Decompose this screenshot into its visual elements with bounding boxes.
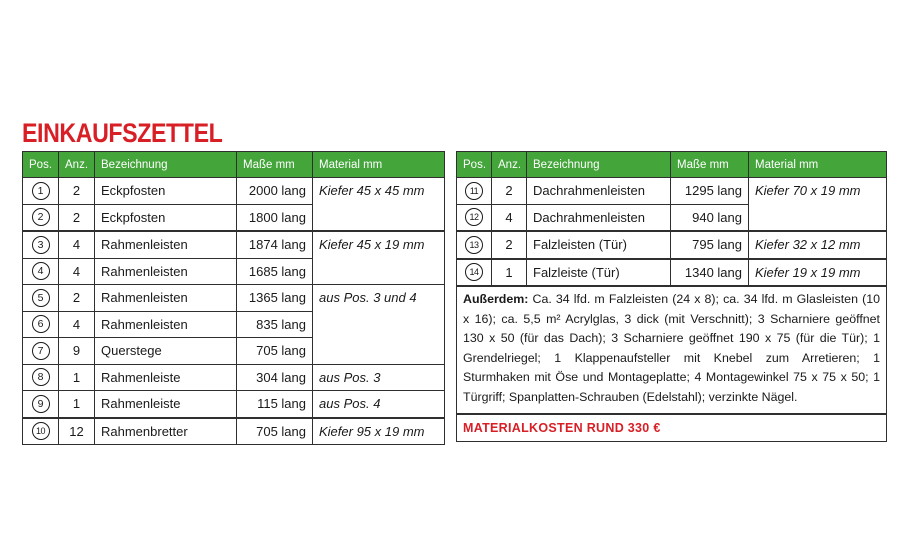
pos-number-badge: 2 bbox=[32, 208, 50, 226]
anz-cell: 9 bbox=[59, 338, 95, 365]
masse-cell: 1365 lang bbox=[237, 285, 313, 312]
table-header-row bbox=[23, 152, 445, 178]
anz-cell: 1 bbox=[59, 364, 95, 391]
material-cell: Kiefer 32 x 12 mm bbox=[749, 231, 887, 259]
bezeichnung-cell: Rahmenleisten bbox=[95, 231, 237, 258]
pos-number-badge: 13 bbox=[465, 236, 483, 254]
pos-cell bbox=[23, 338, 59, 365]
masse-cell: 115 lang bbox=[237, 391, 313, 418]
material-cell: aus Pos. 3 bbox=[313, 364, 445, 391]
pos-cell bbox=[23, 178, 59, 205]
pos-number-badge: 4 bbox=[32, 262, 50, 280]
bezeichnung-cell: Rahmenleiste bbox=[95, 391, 237, 418]
masse-cell: 1340 lang bbox=[671, 259, 749, 287]
anz-cell: 1 bbox=[59, 391, 95, 418]
pos-cell bbox=[457, 178, 492, 205]
header-pos: Pos. bbox=[457, 152, 492, 178]
page-title: EINKAUFSZETTEL bbox=[22, 118, 223, 148]
pos-number-badge: 3 bbox=[32, 236, 50, 254]
bezeichnung-cell: Rahmenleisten bbox=[95, 285, 237, 312]
table-row bbox=[23, 418, 445, 445]
anz-cell: 2 bbox=[59, 178, 95, 205]
material-cell: Kiefer 45 x 19 mm bbox=[313, 231, 445, 285]
pos-number-badge: 1 bbox=[32, 182, 50, 200]
pos-number-badge: 14 bbox=[465, 263, 483, 281]
pos-cell bbox=[23, 391, 59, 418]
pos-cell bbox=[23, 364, 59, 391]
note-label: Außerdem: bbox=[463, 292, 529, 306]
masse-cell: 705 lang bbox=[237, 338, 313, 365]
material-cell: Kiefer 45 x 45 mm bbox=[313, 178, 445, 232]
pos-number-badge: 6 bbox=[32, 315, 50, 333]
table-row bbox=[23, 391, 445, 418]
shopping-list-table-right bbox=[456, 151, 887, 442]
masse-cell: 1800 lang bbox=[237, 204, 313, 231]
header-bezeichnung: Bezeichnung bbox=[95, 152, 237, 178]
bezeichnung-cell: Rahmenbretter bbox=[95, 418, 237, 445]
material-cell: Kiefer 19 x 19 mm bbox=[749, 259, 887, 287]
material-cell: aus Pos. 4 bbox=[313, 391, 445, 418]
masse-cell: 705 lang bbox=[237, 418, 313, 445]
table-row bbox=[457, 259, 887, 287]
table-row bbox=[457, 414, 887, 442]
table-row bbox=[457, 231, 887, 259]
masse-cell: 1295 lang bbox=[671, 178, 749, 205]
masse-cell: 2000 lang bbox=[237, 178, 313, 205]
note-text: Ca. 34 lfd. m Falzleisten (24 x 8); ca. 34 lfd. m Glasleisten (10 x 16); ca. 5,5 m² Acrylglas, 3 dick (mit Verschnitt); 3 Scharniere geöffnet 130 x 50 (für das Dach); 3 Scharniere geöffnet 190 x 75 (für die Tür); 1 Grendelriegel; 1 Klappenaufsteller mit Knebel zum Arretieren; 1 Sturmhaken mit Öse und Montageplatte; 4 Montagewinkel 75 x 75 x 50; 1 Türgriff; Spanplatten-Schrauben (Edelstahl); verzinkte Nägel. bbox=[463, 292, 880, 404]
header-anz: Anz. bbox=[59, 152, 95, 178]
pos-number-badge: 8 bbox=[32, 368, 50, 386]
pos-number-badge: 11 bbox=[465, 182, 483, 200]
material-cell: Kiefer 70 x 19 mm bbox=[749, 178, 887, 232]
pos-number-badge: 5 bbox=[32, 289, 50, 307]
pos-cell bbox=[23, 285, 59, 312]
anz-cell: 12 bbox=[59, 418, 95, 445]
masse-cell: 1874 lang bbox=[237, 231, 313, 258]
header-anz: Anz. bbox=[492, 152, 527, 178]
header-masse: Maße mm bbox=[671, 152, 749, 178]
pos-cell bbox=[23, 204, 59, 231]
pos-cell bbox=[457, 204, 492, 231]
header-pos: Pos. bbox=[23, 152, 59, 178]
anz-cell: 2 bbox=[492, 178, 527, 205]
anz-cell: 4 bbox=[59, 258, 95, 285]
masse-cell: 1685 lang bbox=[237, 258, 313, 285]
pos-cell bbox=[23, 258, 59, 285]
bezeichnung-cell: Rahmenleiste bbox=[95, 364, 237, 391]
table-row bbox=[23, 178, 445, 205]
material-cell: aus Pos. 3 und 4 bbox=[313, 285, 445, 365]
pos-cell bbox=[23, 418, 59, 445]
bezeichnung-cell: Falzleisten (Tür) bbox=[527, 231, 671, 259]
table-row bbox=[457, 178, 887, 205]
header-material: Material mm bbox=[313, 152, 445, 178]
anz-cell: 2 bbox=[59, 285, 95, 312]
masse-cell: 304 lang bbox=[237, 364, 313, 391]
bezeichnung-cell: Falzleiste (Tür) bbox=[527, 259, 671, 287]
material-cell: Kiefer 95 x 19 mm bbox=[313, 418, 445, 445]
shopping-list-table-left bbox=[22, 151, 445, 445]
bezeichnung-cell: Dachrahmenleisten bbox=[527, 204, 671, 231]
masse-cell: 795 lang bbox=[671, 231, 749, 259]
table-row bbox=[457, 286, 887, 414]
pos-number-badge: 10 bbox=[32, 422, 50, 440]
bezeichnung-cell: Rahmenleisten bbox=[95, 258, 237, 285]
pos-cell bbox=[457, 259, 492, 287]
anz-cell: 1 bbox=[492, 259, 527, 287]
pos-number-badge: 9 bbox=[32, 395, 50, 413]
table-header-row bbox=[457, 152, 887, 178]
header-masse: Maße mm bbox=[237, 152, 313, 178]
header-bezeichnung: Bezeichnung bbox=[527, 152, 671, 178]
bezeichnung-cell: Rahmenleisten bbox=[95, 311, 237, 338]
bezeichnung-cell: Querstege bbox=[95, 338, 237, 365]
anz-cell: 2 bbox=[59, 204, 95, 231]
anz-cell: 2 bbox=[492, 231, 527, 259]
bezeichnung-cell: Eckpfosten bbox=[95, 178, 237, 205]
material-cost-total: MATERIALKOSTEN RUND 330 € bbox=[457, 414, 887, 442]
table-row bbox=[23, 285, 445, 312]
anz-cell: 4 bbox=[59, 231, 95, 258]
anz-cell: 4 bbox=[59, 311, 95, 338]
pos-cell bbox=[23, 311, 59, 338]
bezeichnung-cell: Eckpfosten bbox=[95, 204, 237, 231]
anz-cell: 4 bbox=[492, 204, 527, 231]
table-row bbox=[23, 364, 445, 391]
masse-cell: 835 lang bbox=[237, 311, 313, 338]
pos-number-badge: 12 bbox=[465, 208, 483, 226]
table-row bbox=[23, 231, 445, 258]
pos-cell bbox=[23, 231, 59, 258]
additional-materials-note bbox=[457, 286, 887, 414]
pos-cell bbox=[457, 231, 492, 259]
masse-cell: 940 lang bbox=[671, 204, 749, 231]
pos-number-badge: 7 bbox=[32, 342, 50, 360]
header-material: Material mm bbox=[749, 152, 887, 178]
bezeichnung-cell: Dachrahmenleisten bbox=[527, 178, 671, 205]
